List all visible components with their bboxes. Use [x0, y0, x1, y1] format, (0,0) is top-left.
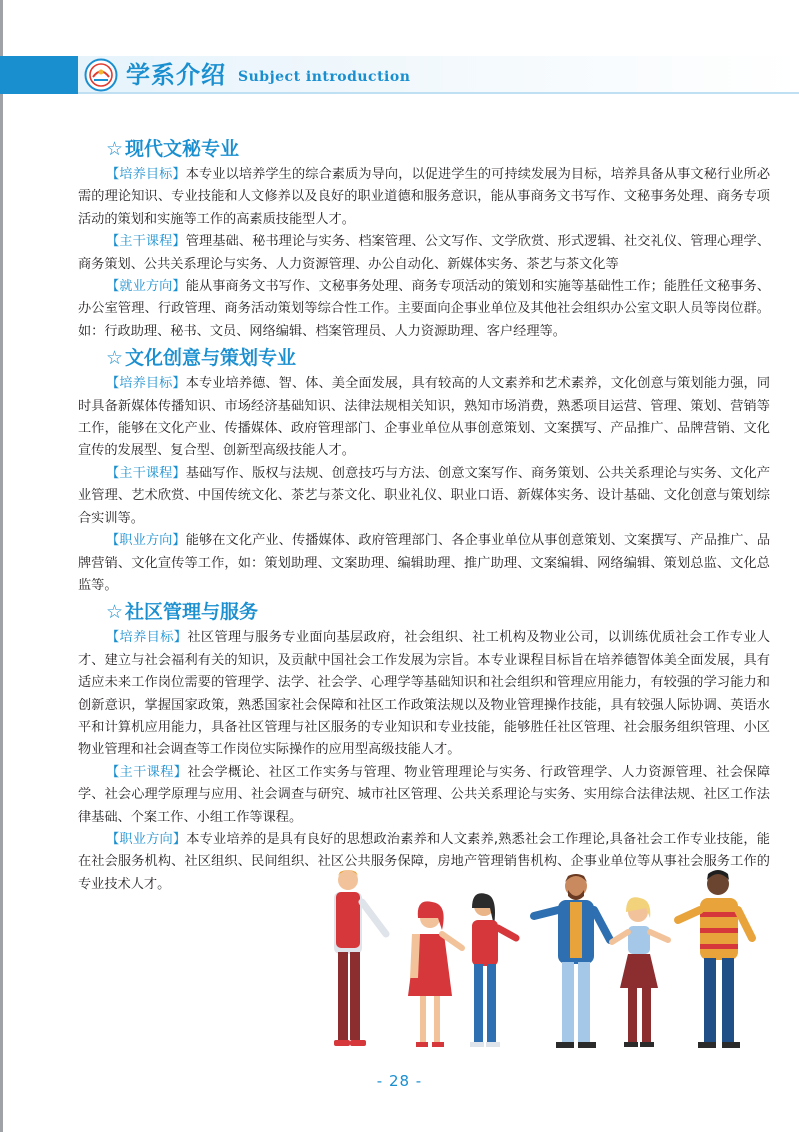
- person-figure: [470, 893, 516, 1047]
- section-title: ☆ 社区管理与服务: [106, 601, 259, 624]
- paragraph-tag: 【主干课程】: [106, 764, 188, 780]
- paragraph-tag: 【就业方向】: [106, 279, 186, 295]
- person-figure: [408, 901, 462, 1047]
- paragraph-text: 能够在文化产业、传播媒体、政府管理部门、各企事业单位从事创意策划、文案撰写、产品推广、品牌营销、文化宣传等工作，如：策划助理、文案助理、编辑助理、推广助理、文案编辑、网络编辑、策划总监、文化总监等。: [78, 533, 771, 593]
- paragraph-career-direction: [78, 530, 770, 597]
- person-figure: [612, 897, 668, 1047]
- paragraph-tag: 【培养目标】: [106, 376, 186, 392]
- paragraph-training-goal: [78, 164, 770, 231]
- section-cultural-creative: [78, 345, 770, 597]
- paragraph-main-courses: [78, 463, 770, 530]
- person-figure: [534, 874, 610, 1048]
- paragraph-tag: 【职业方向】: [106, 533, 186, 549]
- page-number: - 28 -: [376, 1072, 423, 1090]
- page-header: [0, 56, 799, 94]
- school-emblem-icon: [84, 58, 118, 92]
- header-title: 学系介绍: [126, 61, 226, 89]
- paragraph-main-courses: [78, 231, 770, 276]
- star-outline-icon: ☆: [106, 601, 124, 624]
- header-subtitle: Subject introduction: [238, 69, 411, 85]
- paragraph-text: 能从事商务文书写作、文秘事务处理、商务专项活动的策划和实施等基础性工作；能胜任文秘事务、办公室管理、行政管理、商务活动策划等综合性工作。主要面向企事业单位及其他社会组织办公室文职人员等岗位群。如：行政助理、秘书、文员、网络编辑、档案管理员、人力资源助理、客户经理等。: [78, 279, 771, 339]
- star-outline-icon: ☆: [106, 347, 124, 370]
- paragraph-text: 本专业培养德、智、体、美全面发展，具有较高的人文素养和艺术素养，文化创意与策划能力强，同时具备新媒体传播知识、市场经济基础知识、法律法规相关知识，熟知市场消费，熟悉项目运营、管理、策划、营销等工作，能够在文化产业、传播媒体、政府管理部门、企事业单位从事创意策划、文案撰写、产品推广、品牌营销、文化宣传的发展型、复合型、创新型高级技能人才。: [78, 376, 771, 459]
- paragraph-training-goal: [78, 627, 770, 761]
- paragraph-tag: 【主干课程】: [106, 465, 186, 481]
- paragraph-training-goal: [78, 373, 770, 463]
- paragraph-tag: 【培养目标】: [106, 167, 186, 182]
- star-outline-icon: ☆: [106, 138, 124, 160]
- paragraph-text: 社区管理与服务专业面向基层政府，社会组织、社工机构及物业公司，以训练优质社会工作专业人才、建立与社会福利有关的知识，及贡献中国社会工作发展为宗旨。本专业课程目标旨在培养德智体美全面发展，具有适应未来工作岗位需要的管理学、法学、社会学、心理学等基础知识和社会组织和管理应用能力，有较强的学习能力和创新意识，掌握国家政策，熟悉国家社会保障和社区工作政策法规以及物业管理操作技能，具有较强人际协调、英语水平和计算机应用能力，具备社区管理与社区服务的专业知识和专业技能，能够胜任社区管理、社会服务组织管理、小区物业管理和社会调查等工作岗位实际操作的应用型高级技能人才。: [78, 630, 771, 758]
- section-community-management: [78, 599, 770, 896]
- person-figure: [334, 870, 386, 1046]
- paragraph-text: 管理基础、秘书理论与实务、档案管理、公文写作、文学欣赏、形式逻辑、社交礼仪、管理心理学、商务策划、公共关系理论与实务、人力资源管理、办公自动化、新媒体实务、茶艺与茶文化等: [78, 234, 771, 272]
- person-figure: [678, 870, 752, 1048]
- paragraph-tag: 【职业方向】: [106, 831, 187, 847]
- paragraph-main-courses: [78, 762, 770, 829]
- section-title: ☆ 文化创意与策划专业: [106, 347, 297, 370]
- main-content: [78, 136, 770, 896]
- people-talking-illustration: [312, 868, 780, 1058]
- header-underline: [78, 92, 799, 94]
- paragraph-text: 社会学概论、社区工作实务与管理、物业管理理论与实务、行政管理学、人力资源管理、社会保障学、社会心理学原理与应用、社会调查与研究、城市社区管理、公共关系理论与实务、实用综合法律法规、社区工作法律基础、个案工作、小组工作等课程。: [78, 764, 771, 825]
- paragraph-text: 本专业培养的是具有良好的思想政治素养和人文素养,熟悉社会工作理论,具备社会工作专业技能，能在社会服务机构、社区组织、民间组织、社区公共服务保障，房地产管理销售机构、企事业单位等从事社会服务工作的专业技术人才。: [78, 831, 770, 892]
- paragraph-tag: 【培养目标】: [106, 630, 188, 646]
- section-modern-secretary: [78, 136, 770, 343]
- header-accent-block: [0, 56, 78, 94]
- paragraph-tag: 【主干课程】: [106, 234, 186, 250]
- section-title: ☆ 现代文秘专业: [106, 138, 240, 160]
- page-left-border: [0, 0, 3, 1132]
- paragraph-text: 本专业以培养学生的综合素质为导向，以促进学生的可持续发展为目标，培养具备从事文秘行业所必需的理论知识、专业技能和人文修养以及良好的职业道德和服务意识，能从事商务文书写作、文秘事务处理、商务专项活动的策划和实施等工作的高素质技能型人才。: [78, 167, 771, 227]
- paragraph-text: 基础写作、版权与法规、创意技巧与方法、创意文案写作、商务策划、公共关系理论与实务、文化产业管理、艺术欣赏、中国传统文化、茶艺与茶文化、职业礼仪、职业口语、新媒体实务、设计基础、文化创意与策划综合实训等。: [78, 465, 771, 526]
- paragraph-career-direction: [78, 276, 770, 343]
